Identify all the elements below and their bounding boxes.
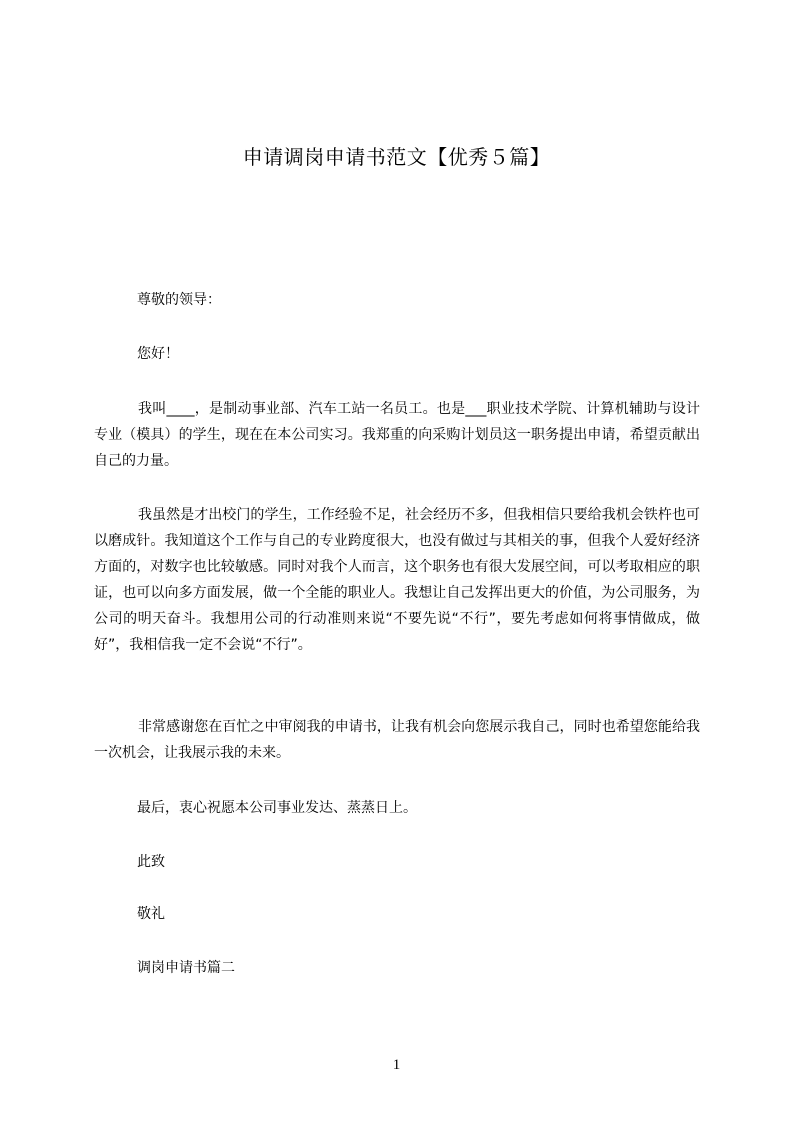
salutation: 尊敬的领导： — [137, 292, 221, 308]
closing-wish: 最后，衷心祝愿本公司事业发达、蒸蒸日上。 — [137, 800, 417, 816]
closing-ci-zhi: 此致 — [137, 854, 165, 870]
paragraph-thanks: 非常感谢您在百忙之中审阅我的申请书，让我有机会向您展示我自己，同时也希望您能给我一次机会，让我展示我的未来。 — [94, 719, 700, 761]
greeting: 您好！ — [137, 346, 179, 362]
page-number: 1 — [392, 1057, 401, 1073]
closing-jing-li: 敬礼 — [137, 906, 165, 922]
paragraph-motivation: 我虽然是才出校门的学生，工作经验不足，社会经历不多，但我相信只要给我机会铁杵也可以磨成针。我知道这个工作与自己的专业跨度很大，也没有做过与其相关的事，但我个人爱好经济方面的，对数字也比较敏感。同时对我个人而言，这个职务也有很大发展空间，可以考取相应的职证，也可以向多方面发展，做一个全能的职业人。我想让自己发挥出更大的价值，为公司服务，为公司的明天奋斗。我想用公司的行动准则来说“不要先说“不行”，要先考虑如何将事情做成，做好”，我相信我一定不会说“不行”。 — [94, 507, 700, 653]
document-title: 申请调岗申请书范文【优秀５篇】 — [242, 145, 551, 169]
paragraph-introduction: 我叫____，是制动事业部、汽车工站一名员工。也是___职业技术学院、计算机辅助与设计专业（模具）的学生，现在在本公司实习。我郑重的向采购计划员这一职务提出申请，希望贡献出自己的力量。 — [94, 401, 700, 469]
next-section-heading: 调岗申请书篇二 — [137, 960, 235, 976]
